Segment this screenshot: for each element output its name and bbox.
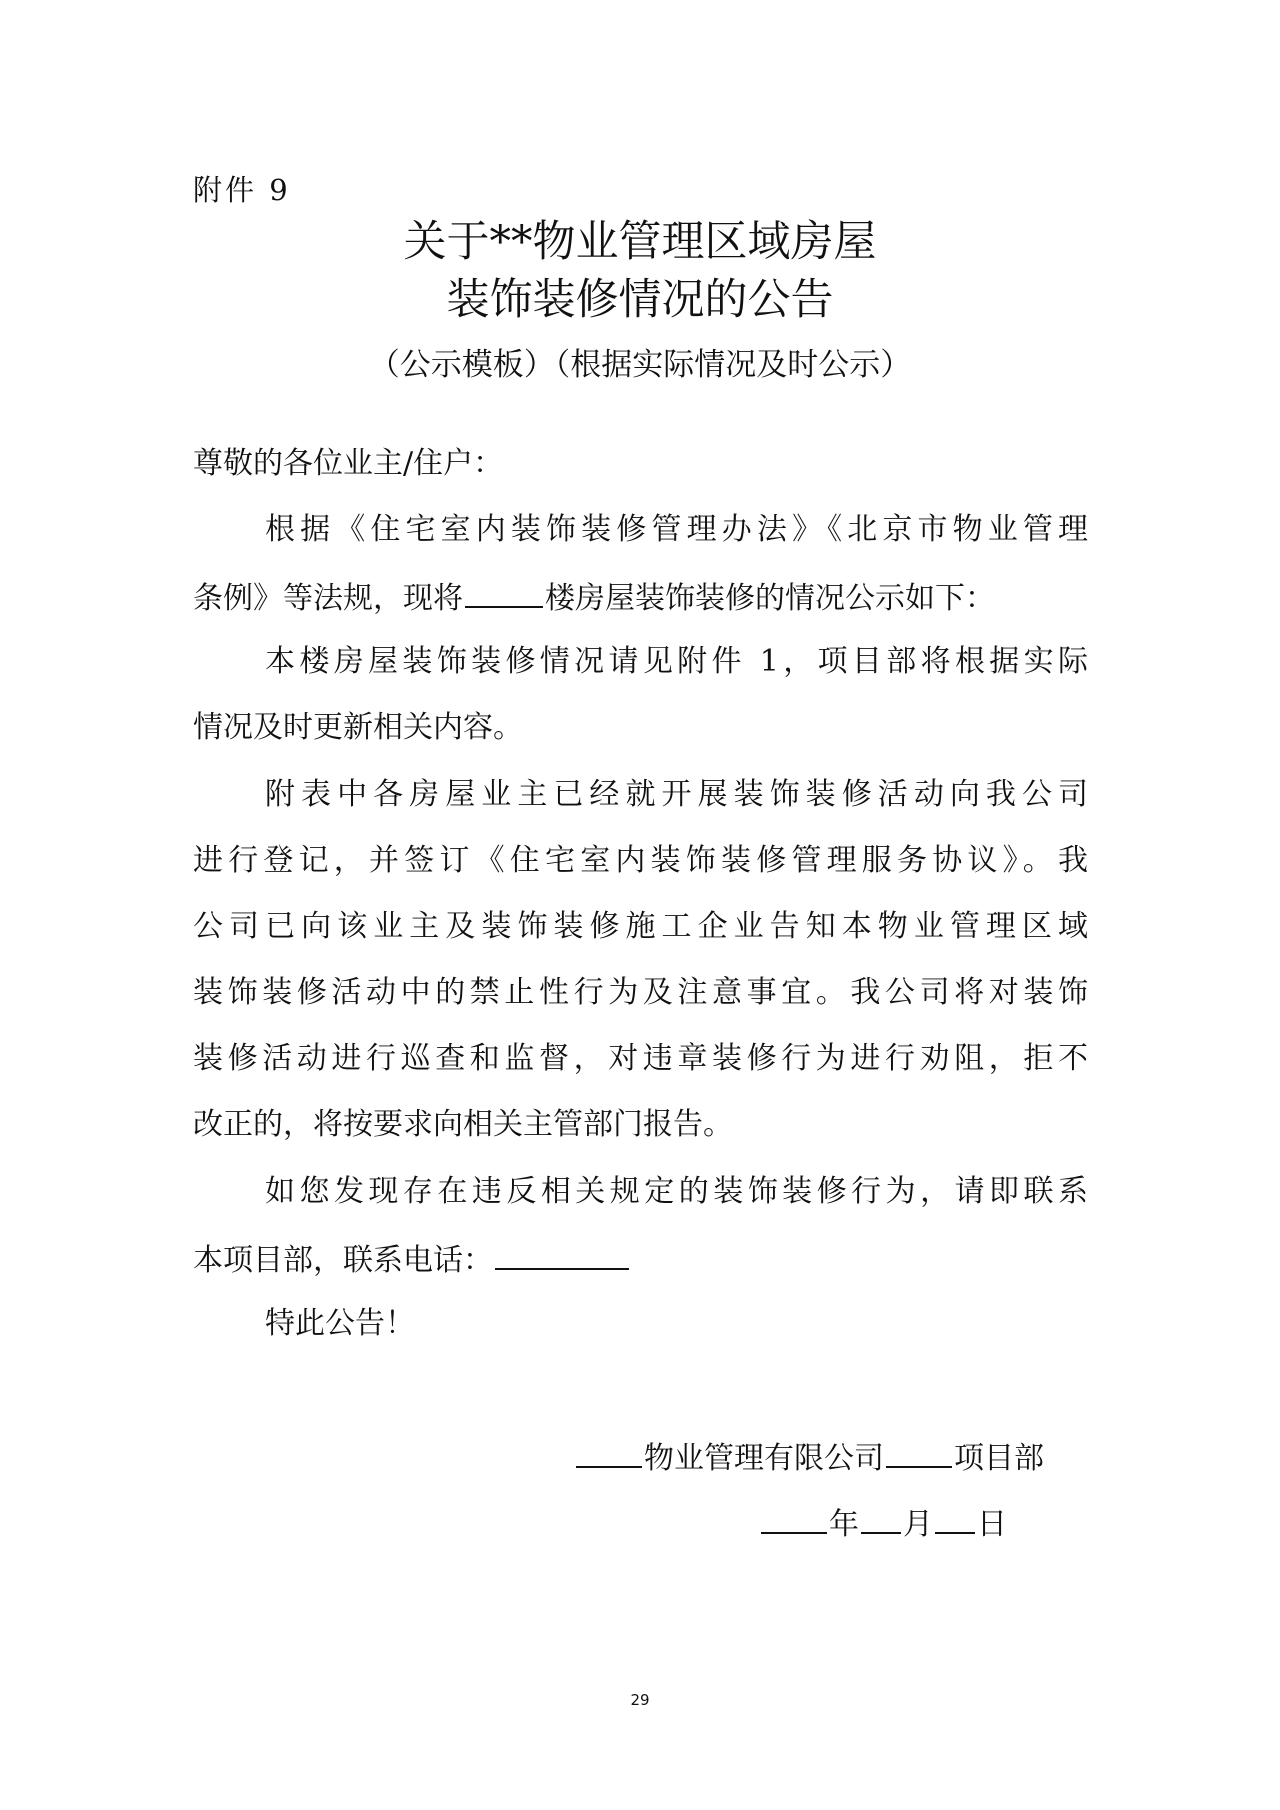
title-line-2: 装饰装修情况的公告 [446, 275, 834, 325]
year-blank [761, 1502, 827, 1534]
para3-line4: 装饰装修活动中的禁止性行为及注意事宜。我公司将对装饰 [193, 975, 1088, 1010]
building-number-blank [465, 576, 543, 608]
para4-line1: 如您发现存在违反相关规定的装饰装修行为，请即联系 [265, 1174, 1088, 1209]
signature-dept: 项目部 [954, 1441, 1044, 1476]
para3-line6: 改正的，将按要求向相关主管部门报告。 [193, 1107, 733, 1142]
para3-line5: 装修活动进行巡查和监督，对违章装修行为进行劝阻，拒不 [193, 1041, 1088, 1076]
para3-line1: 附表中各房屋业主已经就开展装饰装修活动向我公司 [265, 777, 1088, 812]
para2-line2: 情况及时更新相关内容。 [193, 710, 523, 745]
signature-line [574, 1436, 1044, 1479]
signature-company: 物业管理有限公司 [644, 1441, 884, 1476]
month-blank [861, 1502, 901, 1534]
para3-line2: 进行登记，并签订《住宅室内装饰装修管理服务协议》。我 [193, 843, 1088, 878]
page-number: 29 [630, 1691, 650, 1709]
para4-line2-text: 本项目部，联系电话： [193, 1243, 493, 1278]
phone-number-blank [495, 1238, 629, 1270]
day-blank [935, 1502, 975, 1534]
date-day-label: 日 [977, 1507, 1007, 1542]
date-line [759, 1502, 1007, 1545]
para2-line1: 本楼房屋装饰装修情况请见附件 1，项目部将根据实际 [265, 644, 1088, 679]
para1-line2 [193, 576, 995, 619]
para4-line2 [193, 1238, 631, 1281]
para3-line3: 公司已向该业主及装饰装修施工企业告知本物业管理区域 [193, 909, 1088, 944]
date-year-label: 年 [829, 1507, 859, 1542]
date-month-label: 月 [903, 1507, 933, 1542]
project-name-blank [886, 1436, 952, 1468]
closing-text: 特此公告！ [265, 1306, 415, 1341]
title-line-1: 关于**物业管理区域房屋 [403, 217, 877, 267]
para1-line2-after: 楼房屋装饰装修的情况公示如下： [545, 581, 995, 616]
subtitle: （公示模板）（根据实际情况及时公示） [368, 347, 912, 383]
attachment-label: 附件 9 [193, 173, 291, 207]
salutation: 尊敬的各位业主/住户： [193, 446, 504, 481]
company-name-blank [576, 1436, 642, 1468]
para1-line2-before: 条例》等法规，现将 [193, 581, 463, 616]
para1-line1: 根据《住宅室内装饰装修管理办法》《北京市物业管理 [265, 512, 1088, 547]
